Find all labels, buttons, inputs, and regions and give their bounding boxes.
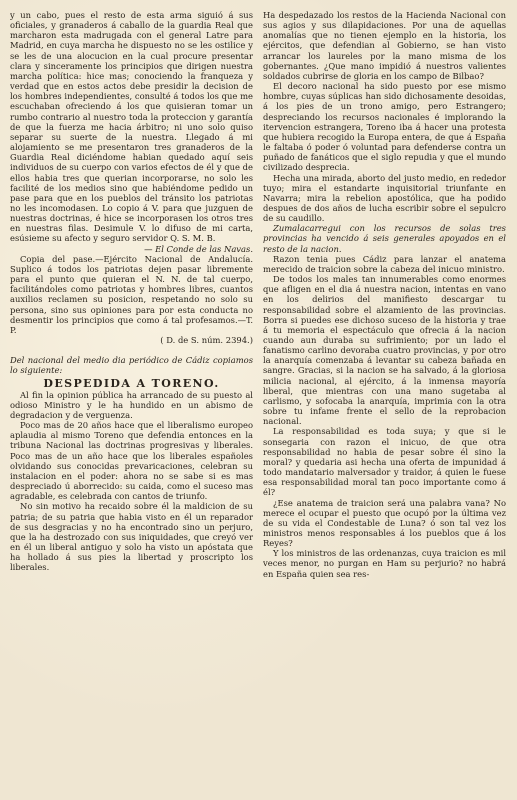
article-paragraph: Hecha una mirada, aborto del justo medio, en rededor tuyo; mira el estandarte inquisitorial triunfante en Navarra; mira la rebelion apostólica, que ha podido despues de dos años de lucha escribir sobre el sepulcro de su caudillo. [263,172,506,224]
article-paragraph: La responsabilidad es toda suya; y que si le sonsegaria con razon el inicuo, de que otra responsabilidad no habia de pesar sobre él sino la moral? y quedaria asi hecha una oferta de impunidad á todo mandatario malversador y traidor, á quien le fuese esa responsabilidad moral tan poco importante como á él? [263,426,506,498]
quoted-epitaph: Zumalacarregui con los recursos de solas tres provincias ha vencido á seis generales apoyados en el resto de la nacion. [263,223,506,254]
article-intro: Del nacional del medio dia periódico de Cádiz copiamos lo siguiente: [10,355,253,376]
article-title: DESPEDIDA A TORENO. [43,377,220,391]
pass-copy-paragraph: Copia del pase.—Ejército Nacional de Andalucía. Suplico á todos los patriotas dejen pasar libremente para el punto que quieran el N. N. de tal cuerpo, facilitándoles como patriotas y hombres libres, cuantos auxilios reclamen su posicion, respetando no solo su persona, sino sus opiniones para por esta conducta no desmentir los principios que como á tal profesamos.—T. P. [10,253,253,335]
article-paragraph: No sin motivo ha recaido sobre él la maldicion de su patria; de su patria que habia visto en él un reparador de sus desgracias y no ha encontrado sino un perjuro, que la ha destrozado con sus iniquidades, que creyó ver en él un liberal antiguo y solo ha visto un apóstata que ha hollado á sus pies la libertad y proscripto los liberales. [10,501,253,573]
article-paragraph: Y los ministros de las ordenanzas, cuya traicion es mil veces menor, no purgan en Ham su perjurio? no habrá en España quien sea res- [263,548,506,579]
article-paragraph: Ha despedazado los restos de la Hacienda Nacional con sus agios y sus dilapidaciones. Por una de aquellas anomalías que no tienen ejemplo en la historia, los ejércitos, que defendian al Gobierno, se han visto arrancar los laureles por la mano misma de los gobernantes. ¿Que mano impidió á nuestros valientes soldados cubrirse de gloria en los campo de Bilbao? [263,10,506,81]
letter-paragraph: y un cabo, pues el resto de esta arma siguió á sus oficiales, y granaderos á caballo de la guardia Real que marcharon esta madrugada con el general Latre para Madrid, en cuya marcha he dispuesto no se les ostilice y se les de una alocucion en la cual procure presentar clara y sinceramente los principios que dirigen nuestra marcha política: hice mas; conociendo la franqueza y verdad que en estos actos debe presidir la decision de los hombres independientes, consulté á todos los que me escuchaban ofreciendo á los que quisieran tomar un rumbo contrario al nuestro toda la proteccion y garantía de que la fuerza me hacia árbitro; ni uno solo quiso separar su suerte de la nuestra. Llegado á mi alojamiento se me presentaron tres granaderos de la Guardia Real diciéndome habian quedado aquí seis individuos de su cuerpo con varios efectos de él y que de ellos habia tres que querian incorporarse, no solo les facilité de los medios sino que habiéndome pedido un pase para que en los pueblos del tránsito los patriotas no les incomodasen. Lo copio á V. para que juzguen de nuestras doctrinas, é hice se incorporasen los otros tres en nuestras filas. Desimule V. lo difuso de mi carta, esúsieme su afecto y seguro servidor Q. S. M. B. [10,10,253,244]
article-paragraph: Al fin la opinion pública ha arrancado de su puesto al odioso Ministro y le ha hundido en un abismo de degradacion y de verguenza. [10,389,253,420]
article-paragraph: Razon tenia pues Cádiz para lanzar el anatema merecido de traicion sobre la cabeza del inicuo ministro. [263,253,506,274]
article-paragraph: Poco mas de 20 años hace que el liberalismo europeo aplaudia al mismo Toreno que defendia entonces en la tribuna Nacional las doctrinas progresivas y liberales. Poco mas de un año hace que los liberales españoles olvidando sus conocidas prevaricaciones, celebran su instalacion en el poder: ahora no se sabe si es mas despreciado ú aborrecido: su caida, como el suceso mas agradable, es celebrada con cantos de triunfo. [10,420,253,502]
article-paragraph: ¿Ese anatema de traicion será una palabra vana? No merece el ocupar el puesto que ocupó por la última vez de su vida el Condestable de Luna? ó son tal vez los ministros menos responsables á los pueblos que á los Reyes? [263,497,506,549]
article-paragraph: De todos los males tan innumerables como enormes que afligen en el dia á nuestra nacion, intentas en vano en los delirios del manifiesto descargar tu responsabilidad sobre el alzamiento de las provincias. Borra si puedes ese dichoso suceso de la historia y trae á tu memoria el espectáculo que ofrecia á la nacion cuando aun duraba su sufrimiento; por un lado el fanatismo carlino devoraba cuatro provincias, y por otro la anarquía comenzaba á levantar su cabeza bañada en sangre. Gracias, si la nacion se ha salvado, á la gloriosa milicia nacional, al ejército, á la inmensa mayoría liberal, que mientras con una mano sugetaba al carlismo, y sofocaba la anarquía, imprimia con la otra sobre tu infame frente el sello de la reprobacion nacional. [263,274,506,427]
source-reference: ( D. de S. núm. 2394.) [160,335,253,345]
article-paragraph: El decoro nacional ha sido puesto por ese mismo hombre, cuyas súplicas han sido dichosamente desoidas, á los pies de un trono amigo, pero Estrangero; despreciando los recursos nacionales é implorando la itervencion estrangera, Toreno iba á hacer una protesta que hubiera recogido la Europa entera, de que á España le faltaba ó poder ó voluntad para defenderse contra un puñado de fanáticos que el siglo repudia y que el mundo civilizado desprecia. [263,81,506,173]
left-column [10,10,253,792]
right-column [263,10,506,792]
letter-signature: — El Conde de las Navas. [144,243,253,254]
